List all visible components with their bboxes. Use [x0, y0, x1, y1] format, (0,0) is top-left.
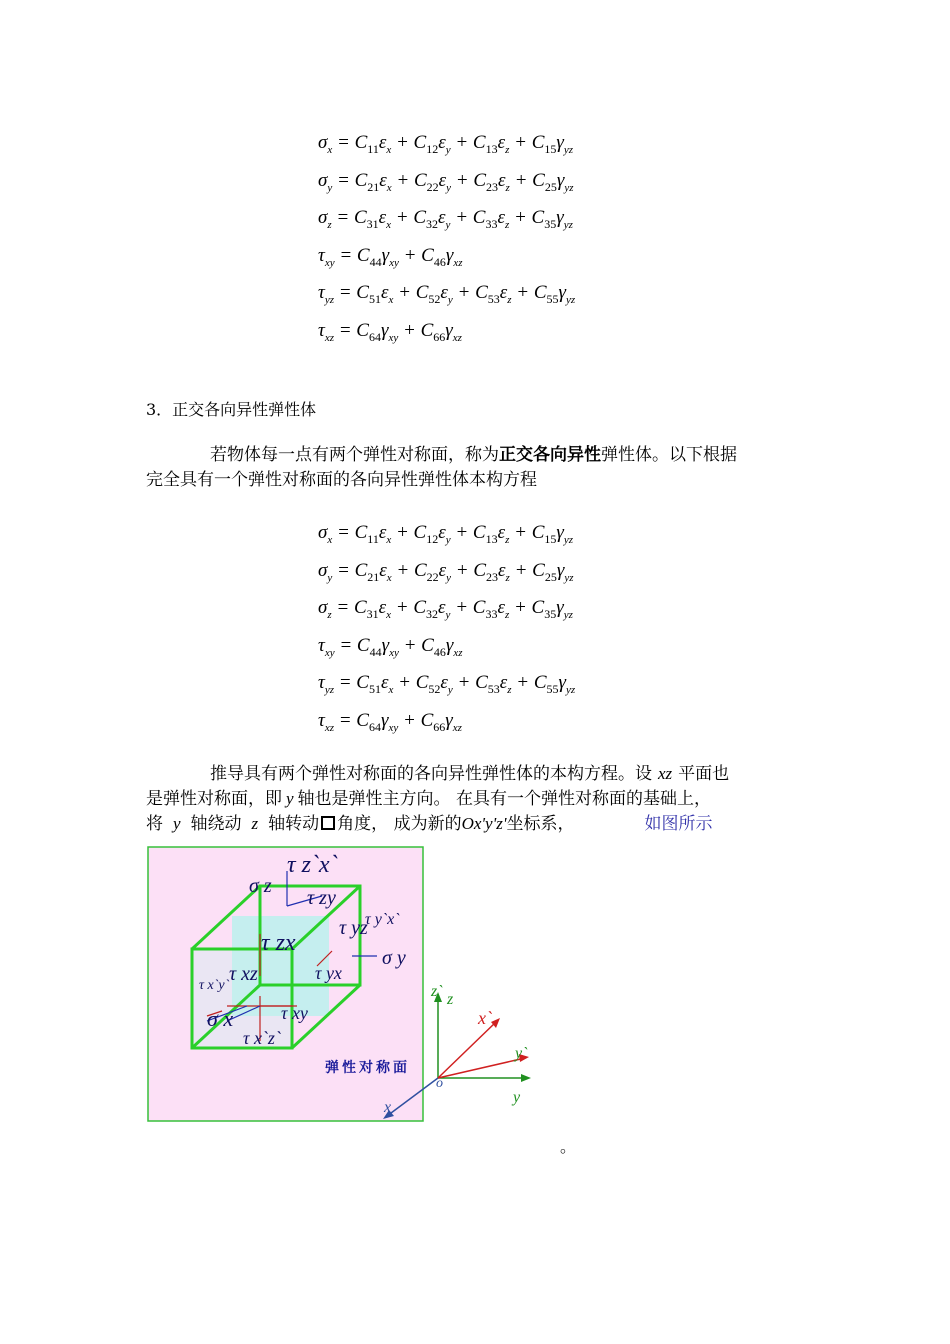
equation-line: $\sigma_z = C_{31}\varepsilon_x + C_{32}\varepsilon_y + C_{33}\varepsilon_z + C_{35}\gamma_{yz}$: [318, 597, 573, 621]
text: 平面也: [678, 764, 730, 784]
figure-caption: 弹性对称面: [325, 1060, 410, 1076]
label-sigma-z: σ z: [249, 875, 272, 897]
paragraph-1-line-2: 完全具有一个弹性对称面的各向异性弹性体本构方程: [146, 470, 537, 490]
label-tau-zx-prime: τ z`x`: [287, 852, 338, 878]
figure-link[interactable]: 如图所示: [644, 814, 713, 834]
equation-line: $\sigma_y = C_{21}\varepsilon_x + C_{22}\varepsilon_y + C_{23}\varepsilon_z + C_{25}\gamma_{yz}$: [318, 169, 574, 194]
equation-line: $\sigma_x = C_{11}\varepsilon_x + C_{12}\varepsilon_y + C_{13}\varepsilon_z + C_{15}\gamma_{yz}$: [318, 522, 574, 546]
var: xz: [658, 764, 673, 783]
equation-line: $\sigma_y = C_{21}\varepsilon_x + C_{22}\varepsilon_y + C_{23}\varepsilon_z + C_{25}\gamma_{yz}$: [318, 559, 574, 584]
text: 角度， 成为新的: [337, 814, 462, 834]
stress-cube-figure: [147, 846, 537, 1128]
equation-line: $\tau_{xz} = C_{64}\gamma_{xy} + C_{66}\gamma_{xz}$: [318, 319, 462, 344]
axis-z-prime: z`: [431, 983, 443, 1000]
label-tau-xz: τ xz: [229, 963, 258, 985]
equation-line: $\sigma_x = C_{11}\varepsilon_x + C_{12}\varepsilon_y + C_{13}\varepsilon_z + C_{15}\gamma_{yz}$: [318, 132, 574, 156]
label-tau-yx-prime: τ y`x`: [365, 911, 400, 928]
axis-x: x: [384, 1099, 392, 1116]
equation-block-bottom: [318, 514, 575, 740]
label-tau-zx: τ zx: [261, 930, 296, 956]
paragraph-2-line-1: [210, 761, 729, 787]
text: 弹性体。以下根据: [601, 445, 737, 465]
equation-line: $\tau_{yz} = C_{51}\varepsilon_x + C_{52}\varepsilon_y + C_{53}\varepsilon_z + C_{55}\gamma_{yz}$: [318, 282, 576, 307]
axis-y-prime: y`: [515, 1045, 528, 1062]
text: 坐标系，: [506, 814, 575, 834]
label-tau-yz: τ yz: [339, 917, 368, 939]
paragraph-1-line-1: [210, 443, 737, 468]
label-tau-xz-prime: τ x`z`: [243, 1028, 281, 1048]
equation-line: $\tau_{yz} = C_{51}\varepsilon_x + C_{52}\varepsilon_y + C_{53}\varepsilon_z + C_{55}\gamma_{yz}$: [318, 672, 576, 697]
equation-line: $\tau_{xy} = C_{44}\gamma_{xy} + C_{46}\gamma_{xz}$: [318, 634, 463, 659]
label-tau-zy: τ zy: [307, 887, 336, 909]
text: 轴也是弹性主方向。 在具有一个弹性对称面的基础上，: [297, 789, 711, 809]
text: 轴转动: [268, 814, 320, 834]
equation-line: $\sigma_z = C_{31}\varepsilon_x + C_{32}\varepsilon_y + C_{33}\varepsilon_z + C_{35}\gamma_{yz}$: [318, 207, 573, 231]
paragraph-2-line-3: [146, 811, 712, 837]
text: 轴绕动: [190, 814, 242, 834]
var: y: [173, 814, 181, 833]
equation-line: $\tau_{xz} = C_{64}\gamma_{xy} + C_{66}\gamma_{xz}$: [318, 709, 462, 734]
label-tau-xy-prime: τ x`y`: [199, 978, 230, 993]
bold-term: 正交各向异性: [499, 445, 601, 465]
section-heading: 3．正交各向异性弹性体: [146, 400, 317, 419]
closing-period: 。: [560, 1137, 577, 1156]
axis-x-prime: x`: [478, 1008, 492, 1028]
text: 推导具有两个弹性对称面的各向异性弹性体的本构方程。设: [210, 764, 652, 784]
axis-y: y: [513, 1089, 521, 1106]
text: 将: [146, 814, 163, 834]
label-tau-yx: τ yx: [315, 963, 342, 983]
label-sigma-y: σ y: [382, 947, 406, 969]
var: Ox'y'z': [461, 814, 507, 833]
equation-block-top: [318, 124, 575, 350]
equation-line: $\tau_{xy} = C_{44}\gamma_{xy} + C_{46}\gamma_{xz}$: [318, 244, 463, 269]
text: 是弹性对称面，即: [146, 789, 282, 809]
missing-glyph-icon: [321, 816, 335, 830]
axis-z: z: [447, 991, 454, 1008]
var: z: [251, 814, 259, 833]
paragraph-2-line-2: [146, 786, 711, 812]
label-sigma-x: σ x: [207, 1006, 234, 1031]
axis-origin: o: [436, 1076, 443, 1091]
var: y: [286, 789, 294, 808]
text: 若物体每一点有两个弹性对称面，称为: [210, 445, 499, 465]
label-tau-xy: τ xy: [281, 1003, 308, 1023]
